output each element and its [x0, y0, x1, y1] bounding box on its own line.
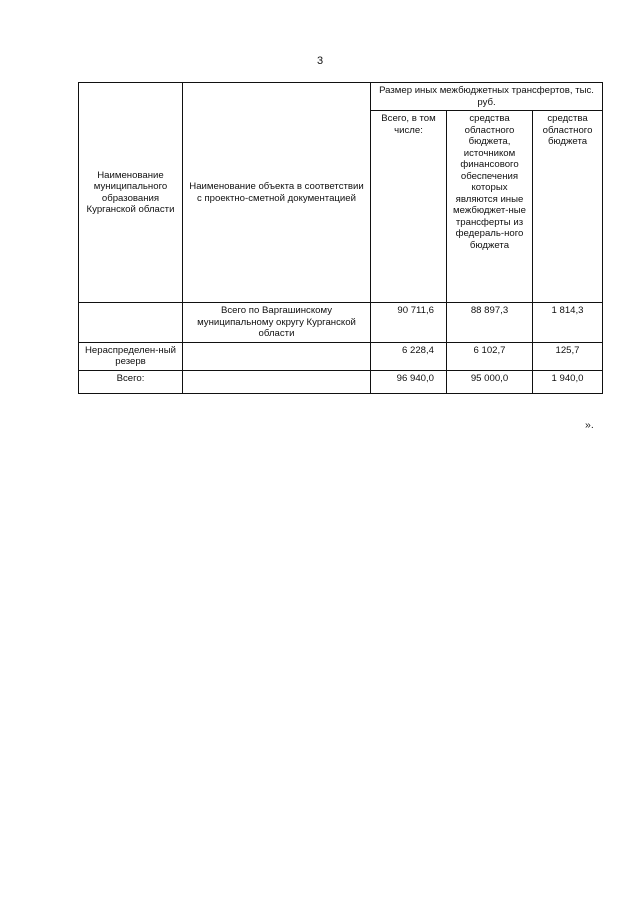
table-row: [79, 303, 603, 343]
cell-municipality: [79, 303, 183, 343]
header-object: Наименование объекта в соответствии с проектно-сметной документацией: [183, 83, 371, 303]
cell-municipality: Всего:: [79, 370, 183, 393]
header-total-including: Всего, в том числе:: [371, 111, 447, 303]
cell-regional: 1 940,0: [533, 370, 603, 393]
cell-federal: 95 000,0: [447, 370, 533, 393]
cell-total: 6 228,4: [371, 342, 447, 370]
cell-object: [183, 370, 371, 393]
cell-federal: 88 897,3: [447, 303, 533, 343]
cell-regional: 125,7: [533, 342, 603, 370]
cell-total: 96 940,0: [371, 370, 447, 393]
transfers-table: [78, 82, 603, 394]
table-row: [79, 342, 603, 370]
closing-quote-mark: ».: [585, 419, 594, 431]
cell-total: 90 711,6: [371, 303, 447, 343]
table-row-total: [79, 370, 603, 393]
header-regional-federal-funds: средства областного бюджета, источником финансового обеспечения которых являются иные межбюджет-ные трансферты из федераль-ного бюджета: [447, 111, 533, 303]
cell-regional: 1 814,3: [533, 303, 603, 343]
page-number: 3: [316, 55, 324, 67]
cell-federal: 6 102,7: [447, 342, 533, 370]
header-transfers-group: Размер иных межбюджетных трансфертов, тыс. руб.: [371, 83, 603, 111]
cell-object: [183, 342, 371, 370]
header-municipality: Наименование муниципального образования Курганской области: [79, 83, 183, 303]
cell-municipality: Нераспределен-ный резерв: [79, 342, 183, 370]
header-regional-funds: средства областного бюджета: [533, 111, 603, 303]
cell-object: Всего по Варгашинскому муниципальному округу Курганской области: [183, 303, 371, 343]
table-header-row: [79, 83, 603, 111]
